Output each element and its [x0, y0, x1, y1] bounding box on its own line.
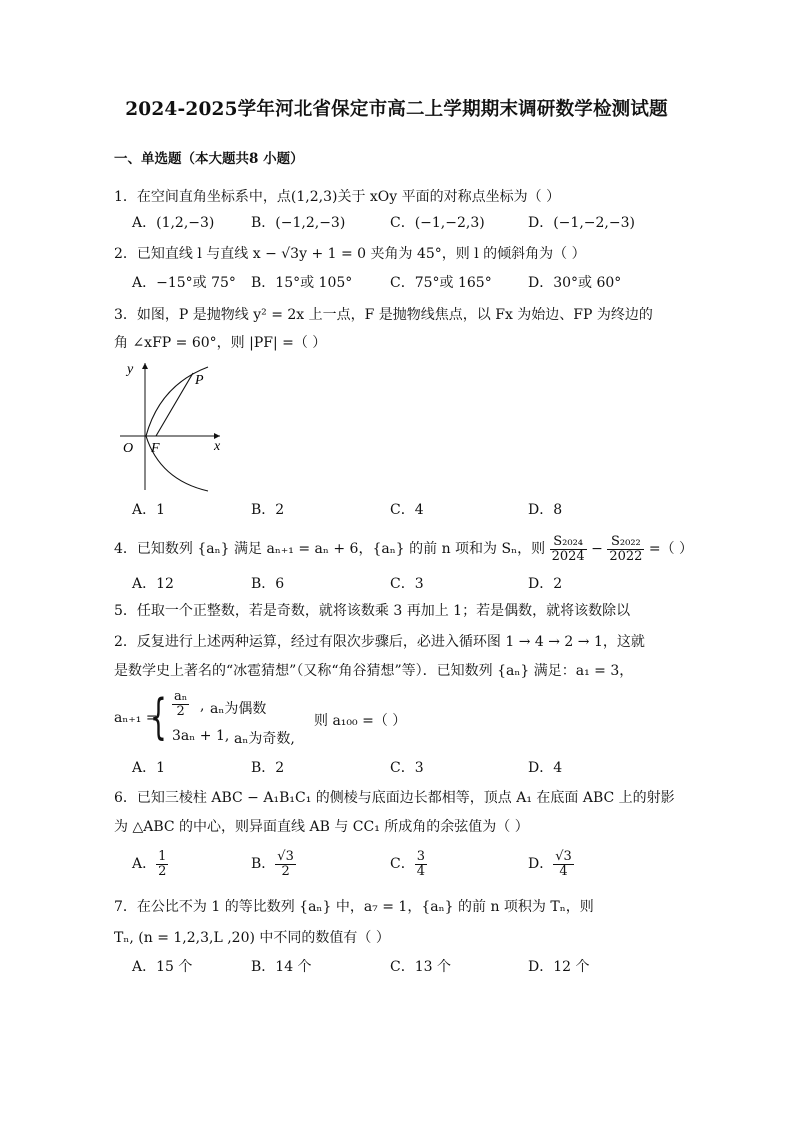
question-6-text-line-1: 6．已知三棱柱 ABC − A₁B₁C₁ 的侧棱与底面边长都相等，顶点 A₁ 在底面 ABC 上的射影	[114, 790, 675, 806]
option-c: C．13 个	[390, 959, 451, 975]
minus-sign: −	[591, 541, 603, 557]
label-p: P	[195, 373, 204, 388]
question-6-options	[0, 846, 793, 886]
page-title: 2024-2025学年河北省保定市高二上学期期末调研数学检测试题	[125, 99, 668, 120]
question-4-tail: =（ ）	[648, 541, 694, 557]
question-2-text: 2．已知直线 l 与直线 x − √3y + 1 = 0 夹角为 45°，则 l 的倾斜角为（ ）	[114, 246, 586, 262]
option-c: C．(−1,−2,3)	[390, 215, 485, 231]
piece-case1-condition: aₙ为偶数	[210, 701, 267, 717]
option-d: D．2	[528, 576, 563, 592]
piece-case2: 3aₙ + 1,	[172, 728, 230, 744]
question-5-text-line-2: 2．反复进行上述两种运算，经过有限次步骤后，必进入循环图 1 → 4 → 2 → 1，这就	[114, 634, 645, 650]
option-a: A．1	[132, 760, 166, 776]
parabola-figure	[110, 355, 230, 495]
option-a: A．12	[132, 576, 174, 592]
option-d: D．4	[528, 760, 563, 776]
question-5-options	[0, 758, 793, 778]
question-7-options	[0, 957, 793, 977]
option-d: D．12 个	[528, 959, 590, 975]
option-b: B．14 个	[251, 959, 312, 975]
option-c: C．75°或 165°	[390, 275, 492, 291]
option-d: D．(−1,−2,−3)	[528, 215, 635, 231]
option-d: D．30°或 60°	[528, 275, 622, 291]
piece-case1-fraction: $\frac{\text{aₙ}}{2}$	[174, 689, 188, 719]
option-c: C．3	[390, 576, 424, 592]
piece-tail: 则 a₁₀₀ =（ ）	[314, 713, 407, 729]
segment-fp	[156, 373, 193, 436]
question-4-stem: 4．已知数列 {aₙ} 满足 aₙ₊₁ = aₙ + 6，{aₙ} 的前 n 项和为 Sₙ，则	[114, 541, 546, 557]
question-3-text-line-2: 角 ∠xFP = 60°，则 |PF| =（ ）	[114, 335, 327, 351]
piece-lhs: aₙ₊₁ =	[114, 710, 158, 726]
question-7-text-line-1: 7．在公比不为 1 的等比数列 {aₙ} 中，a₇ = 1，{aₙ} 的前 n 项积为 Tₙ，则	[114, 899, 594, 915]
option-d: D．8	[528, 502, 563, 518]
label-f: F	[151, 441, 160, 456]
question-6-text-line-2: 为 △ABC 的中心，则异面直线 AB 与 CC₁ 所成角的余弦值为（ ）	[114, 819, 529, 835]
piecewise-definition: aₙ₊₁ = { $\frac{\text{aₙ}}{2}$ , aₙ为偶数 则 a₁₀₀ =（ ） 3aₙ + 1, aₙ为奇数,	[114, 689, 407, 747]
option-a: A．(1,2,−3)	[132, 215, 215, 231]
question-1-text: 1．在空间直角坐标系中，点(1,2,3)关于 xOy 平面的对称点坐标为（ ）	[114, 189, 561, 205]
question-3-text-line-1: 3．如图，P 是抛物线 y² = 2x 上一点，F 是抛物线焦点，以 Fx 为始边、FP 为终边的	[114, 307, 653, 323]
option-c: C． $\frac{3}{4}$	[390, 848, 425, 879]
option-b: B．6	[251, 576, 285, 592]
brace-symbol: {	[150, 689, 167, 745]
option-b: B． $\frac{√3}{2}$	[251, 848, 294, 879]
option-d: D． $\frac{√3}{4}$	[528, 848, 572, 879]
option-a: A． $\frac{1}{2}$	[132, 848, 167, 879]
option-b: B．15°或 105°	[251, 275, 353, 291]
question-5-text-line-3: 是数学史上著名的“冰雹猜想”（又称“角谷猜想”等）．已知数列 {aₙ} 满足：a₁ = 3，	[114, 663, 634, 679]
question-4-options	[0, 574, 793, 594]
option-c: C．4	[390, 502, 424, 518]
fraction-s2022: $\frac{\text{S₂₀₂₂}}{2022}$	[609, 533, 643, 564]
question-3-options	[0, 500, 793, 520]
piece-case2-condition: aₙ为奇数,	[234, 731, 295, 747]
label-o: O	[123, 441, 134, 456]
label-y: y	[127, 362, 134, 377]
option-a: A．15 个	[132, 959, 193, 975]
option-a: A．−15°或 75°	[132, 275, 236, 291]
option-b: B．(−1,2,−3)	[251, 215, 346, 231]
option-b: B．2	[251, 502, 285, 518]
question-1-options	[0, 213, 793, 233]
option-c: C．3	[390, 760, 424, 776]
option-a: A．1	[132, 502, 166, 518]
fraction-s2024: $\frac{\text{S₂₀₂₄}}{2024}$	[551, 533, 585, 564]
question-5-text-line-1: 5．任取一个正整数，若是奇数，就将该数乘 3 再加上 1；若是偶数，就将该数除以	[114, 603, 631, 619]
option-b: B．2	[251, 760, 285, 776]
question-2-options	[0, 273, 793, 293]
question-4-text	[114, 533, 693, 565]
section-heading: 一、单选题（本大题共8 小题）	[114, 151, 304, 167]
label-x: x	[214, 439, 221, 454]
question-7-text-line-2: Tₙ, (n = 1,2,3,L ,20) 中不同的数值有（ ）	[114, 930, 390, 946]
